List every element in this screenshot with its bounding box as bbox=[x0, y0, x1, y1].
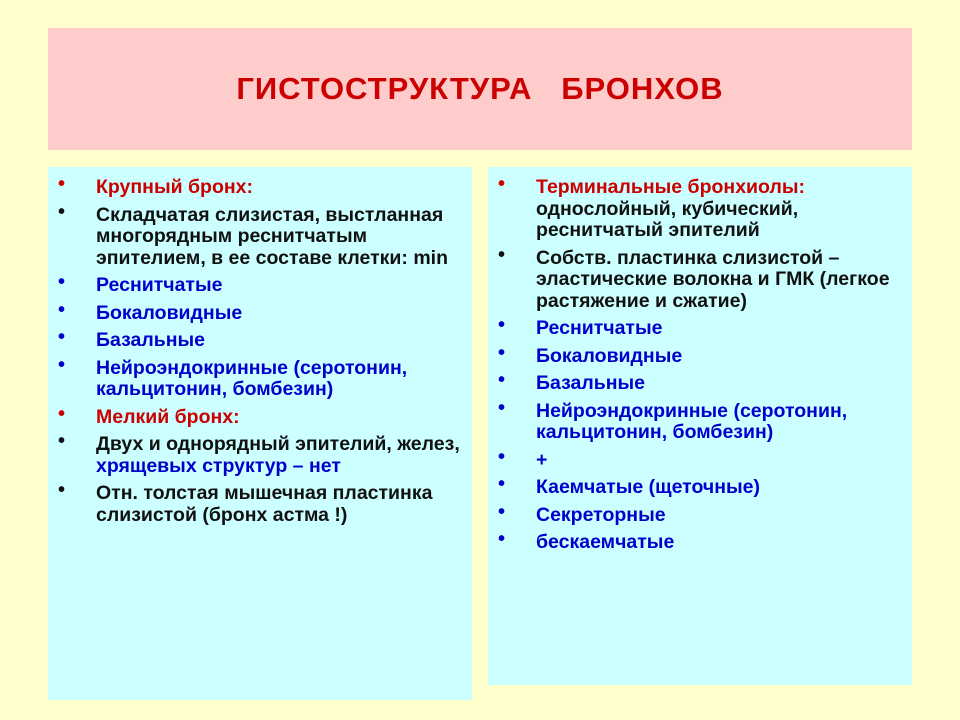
bullet-icon: • bbox=[58, 326, 66, 348]
list-item bbox=[496, 396, 902, 444]
list-item bbox=[496, 341, 902, 368]
right-bullet-list bbox=[496, 173, 902, 554]
list-item-text: Двух и однорядный эпителий, желез, bbox=[96, 433, 460, 455]
bullet-icon: • bbox=[498, 445, 506, 468]
bullet-icon: • bbox=[58, 173, 66, 195]
list-item bbox=[56, 430, 462, 477]
list-item-text: Бокаловидные bbox=[536, 344, 683, 367]
list-item bbox=[496, 243, 902, 313]
list-item-text: Складчатая слизистая, выстланная многорядным реснитчатым эпителием, в ее составе клетки: min bbox=[96, 203, 448, 269]
left-bullet-list bbox=[56, 173, 462, 526]
list-item-text: Нейроэндокринные (серотонин, кальцитонин, бомбезин) bbox=[96, 356, 408, 400]
bullet-icon: • bbox=[498, 473, 506, 495]
list-item bbox=[56, 353, 462, 401]
list-item-text: Базальные bbox=[96, 329, 206, 351]
list-item bbox=[56, 200, 462, 270]
bullet-icon: • bbox=[58, 200, 66, 223]
list-item-text: Реснитчатые bbox=[96, 274, 223, 296]
list-item-text: Собств. пластинка слизистой – эластические волокна и ГМК (легкое растяжение и сжатие) bbox=[536, 246, 890, 312]
list-item-text: Каемчатые (щеточные) bbox=[536, 476, 760, 498]
slide-title: ГИСТОСТРУКТУРА БРОНХОВ bbox=[236, 71, 724, 106]
list-item bbox=[496, 473, 902, 499]
bullet-icon: • bbox=[498, 314, 506, 336]
bullet-icon: • bbox=[58, 402, 66, 425]
bullet-icon: • bbox=[58, 298, 66, 321]
list-item bbox=[56, 298, 462, 325]
list-item-text: Секреторные bbox=[536, 503, 666, 526]
left-panel bbox=[48, 167, 472, 700]
bullet-icon: • bbox=[58, 430, 66, 452]
list-item bbox=[496, 173, 902, 242]
bullet-icon: • bbox=[498, 341, 506, 364]
bullet-icon: • bbox=[498, 173, 506, 195]
right-panel bbox=[488, 167, 912, 685]
list-item bbox=[496, 369, 902, 395]
list-item bbox=[56, 402, 462, 429]
list-item-text: Нейроэндокринные (серотонин, кальцитонин, бомбезин) bbox=[536, 399, 848, 443]
list-item bbox=[496, 528, 902, 554]
bullet-icon: • bbox=[498, 369, 506, 391]
bullet-icon: • bbox=[498, 528, 506, 550]
bullet-icon: • bbox=[58, 479, 66, 501]
list-item bbox=[496, 500, 902, 527]
list-item bbox=[56, 479, 462, 526]
list-item-text: Отн. толстая мышечная пластинка слизистой (бронх астма !) bbox=[96, 482, 433, 526]
list-item bbox=[56, 173, 462, 199]
list-item bbox=[496, 445, 902, 472]
list-item bbox=[56, 271, 462, 297]
list-item-text: Крупный бронх: bbox=[96, 176, 253, 198]
list-item-text: Бокаловидные bbox=[96, 301, 243, 324]
list-item-text: однослойный, кубический, реснитчатый эпителий bbox=[536, 197, 799, 241]
list-item-text: Терминальные бронхиолы: bbox=[536, 176, 805, 198]
list-item-text: хрящевых структур – нет bbox=[96, 454, 341, 477]
list-item-text: Базальные bbox=[536, 372, 646, 394]
bullet-icon: • bbox=[58, 271, 66, 293]
list-item-text: бескаемчатые bbox=[536, 531, 675, 553]
bullet-icon: • bbox=[498, 396, 506, 419]
list-item bbox=[496, 314, 902, 340]
bullet-icon: • bbox=[58, 353, 66, 376]
list-item bbox=[56, 326, 462, 352]
list-item-text: Реснитчатые bbox=[536, 317, 663, 339]
bullet-icon: • bbox=[498, 243, 506, 266]
list-item-text: + bbox=[536, 448, 548, 471]
bullet-icon: • bbox=[498, 500, 506, 523]
list-item-text: Мелкий бронх: bbox=[96, 405, 240, 428]
title-banner bbox=[48, 28, 912, 150]
